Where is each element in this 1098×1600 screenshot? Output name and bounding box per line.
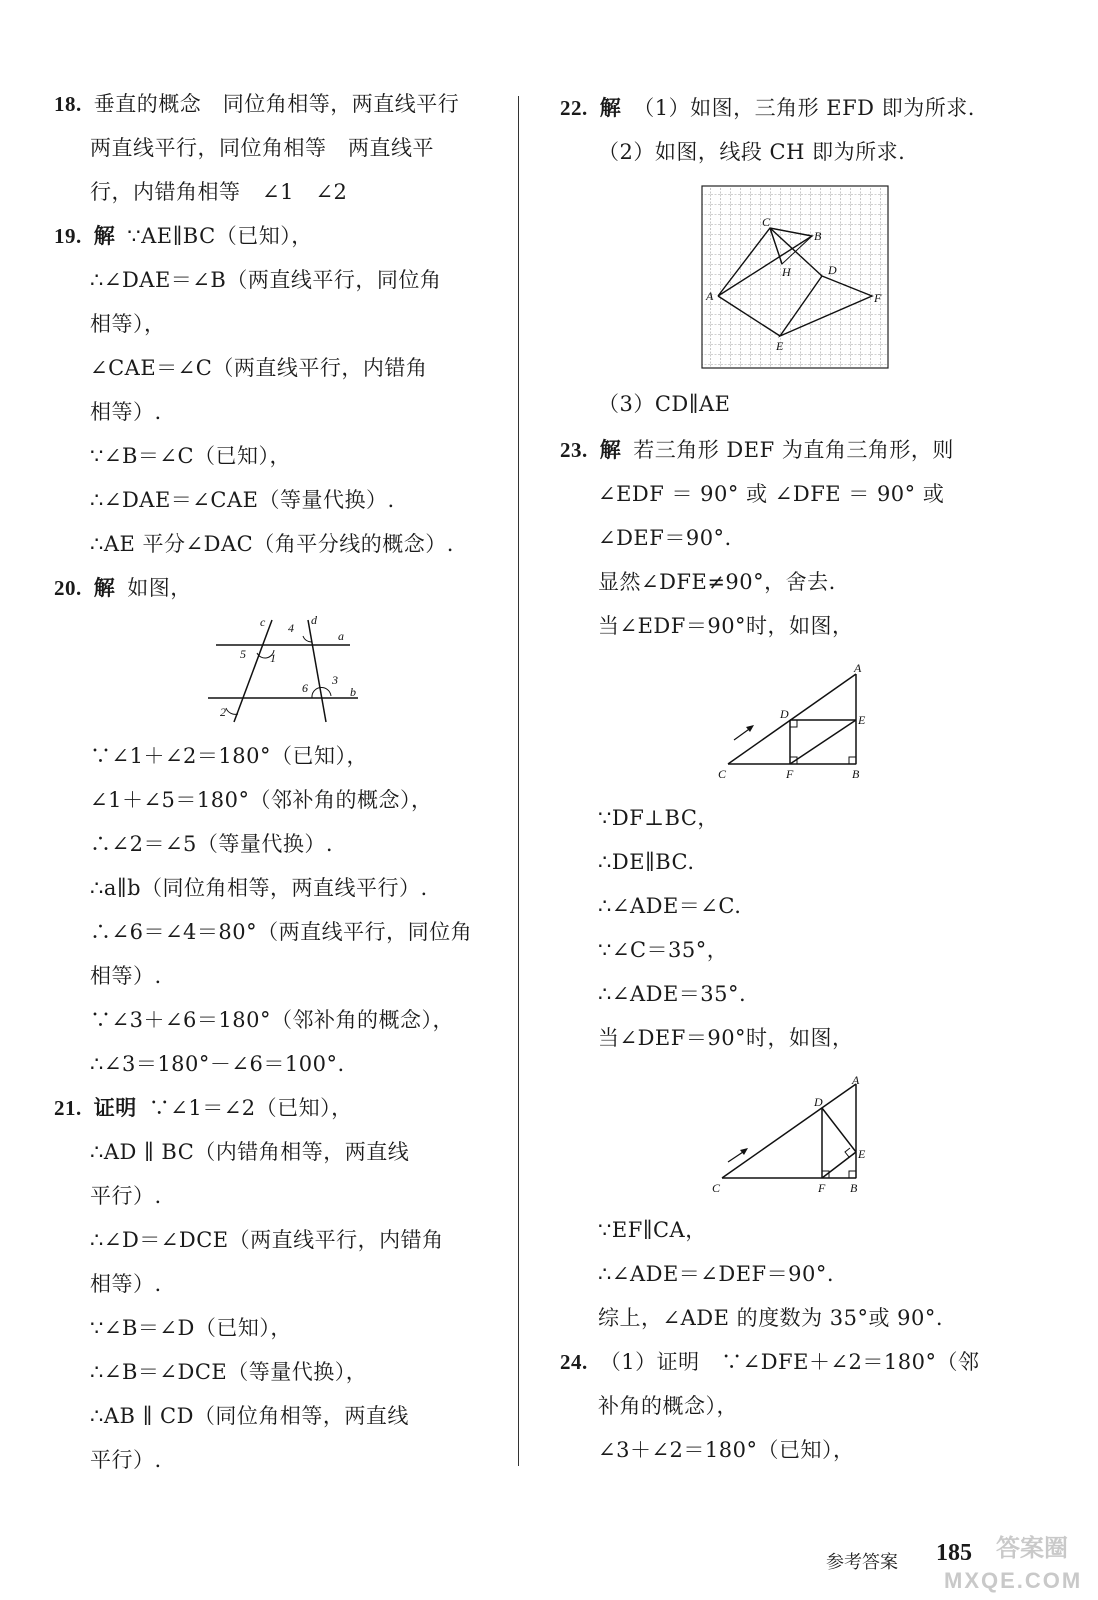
right-angle-mark xyxy=(845,1148,854,1157)
column-divider xyxy=(518,96,519,1466)
label-E: E xyxy=(858,1147,866,1161)
line-text: ∴AB ∥ CD（同位角相等，两直线 xyxy=(90,1404,409,1428)
line-text: ∵EF∥CA， xyxy=(598,1218,707,1242)
label-a: a xyxy=(338,629,344,643)
label-B: B xyxy=(814,229,822,243)
question-number: 20. xyxy=(54,576,82,600)
text-line xyxy=(90,178,347,206)
line-text: （1）证明 ∵∠DFE＋∠2＝180°（邻 xyxy=(599,1350,980,1374)
line-text: ∵∠1＝∠2（已知）， xyxy=(148,1096,353,1120)
right-angle-mark xyxy=(790,720,797,727)
line-text: 补角的概念）， xyxy=(598,1394,738,1418)
text-line xyxy=(90,1050,345,1078)
label-1: 1 xyxy=(270,651,276,665)
text-line xyxy=(598,848,695,876)
label-A: A xyxy=(706,289,714,303)
label-D: D xyxy=(814,1095,823,1109)
text-line xyxy=(598,936,728,964)
line-text: ∵DF⊥BC， xyxy=(598,806,719,830)
arrow-head xyxy=(740,1148,748,1155)
line-text: 如图， xyxy=(127,576,192,600)
label-b: b xyxy=(350,685,356,699)
footer-label: 参考答案 xyxy=(826,1552,898,1573)
segment-de xyxy=(822,1108,856,1152)
line-text: ∴∠D＝∠DCE（两直线平行，内错角 xyxy=(90,1228,444,1252)
line-text: 当∠DEF＝90°时，如图， xyxy=(598,1026,854,1050)
segment-fe xyxy=(790,720,856,764)
text-line xyxy=(598,1216,707,1244)
question-number: 24. xyxy=(560,1350,588,1374)
text-line xyxy=(90,134,434,162)
line-text: ∵∠B＝∠D（已知）， xyxy=(90,1316,292,1340)
text-line xyxy=(90,1270,162,1298)
line-text: 垂直的概念 同位角相等，两直线平行 xyxy=(93,92,460,116)
text-line xyxy=(598,1436,855,1464)
text-line xyxy=(90,918,472,946)
line-text: 当∠EDF＝90°时，如图， xyxy=(598,614,854,638)
label-F: F xyxy=(786,767,794,781)
text-line xyxy=(90,1006,454,1034)
label-B: B xyxy=(850,1181,858,1195)
text-line xyxy=(598,390,730,418)
line-text: 相等）， xyxy=(90,312,166,336)
text-line xyxy=(598,980,746,1008)
text-line xyxy=(54,1094,353,1122)
text-line xyxy=(90,1358,367,1386)
text-line xyxy=(90,1138,409,1166)
text-line xyxy=(90,1314,292,1342)
line-text: （1）如图，三角形 EFD 即为所求. xyxy=(633,96,975,120)
text-line xyxy=(598,892,741,920)
text-line xyxy=(598,568,836,596)
watermark-url: MXQE.COM xyxy=(944,1568,1083,1593)
text-line xyxy=(90,786,433,814)
text-line xyxy=(54,90,459,118)
label-4: 4 xyxy=(288,621,294,635)
line-text: ∵∠C＝35°， xyxy=(598,938,729,962)
figure-q23-case1 xyxy=(712,660,882,786)
line-text: ∴∠ADE＝35°. xyxy=(598,982,747,1006)
line-text: （2）如图，线段 CH 即为所求. xyxy=(598,140,906,164)
text-line xyxy=(560,94,975,122)
line-text: ∴DE∥BC. xyxy=(598,850,695,874)
line-text: ∵∠1＋∠2＝180°（已知）， xyxy=(90,744,368,768)
line-text: ∠3＋∠2＝180°（已知）， xyxy=(598,1438,855,1462)
text-line xyxy=(560,1348,979,1376)
text-line xyxy=(598,1260,834,1288)
line-text: ∴AD ∥ BC（内错角相等，两直线 xyxy=(90,1140,410,1164)
label-C: C xyxy=(762,215,771,229)
label-C: C xyxy=(718,767,727,781)
text-line xyxy=(54,574,192,602)
line-text: ∴∠DAE＝∠B（两直线平行，同位角 xyxy=(90,268,442,292)
watermark-logo: 答案圈 xyxy=(996,1535,1068,1562)
label-D: D xyxy=(828,263,837,277)
line-text: ∵AE∥BC（已知）， xyxy=(127,224,313,248)
segment-ca xyxy=(722,1084,856,1178)
label-c: c xyxy=(260,615,266,629)
label-B: B xyxy=(852,767,860,781)
question-number: 18. xyxy=(54,92,82,116)
keyword: 解 xyxy=(599,438,622,462)
line-text: 相等）. xyxy=(90,964,162,988)
line-text: ∴∠2＝∠5（等量代换）. xyxy=(90,832,334,856)
line-text: ∵∠B＝∠C（已知）， xyxy=(90,444,292,468)
keyword: 解 xyxy=(93,224,116,248)
text-line xyxy=(90,962,162,990)
line-text: ∵∠3＋∠6＝180°（邻补角的概念）， xyxy=(90,1008,454,1032)
line-text: ∠CAE＝∠C（两直线平行，内错角 xyxy=(90,356,428,380)
line-text: ∴AE 平分∠DAC（角平分线的概念）. xyxy=(90,532,454,556)
line-text: 相等）. xyxy=(90,400,162,424)
angle-arc xyxy=(226,708,238,714)
line-text: 综上，∠ADE 的度数为 35°或 90°. xyxy=(598,1306,944,1330)
line-text: ∠1＋∠5＝180°（邻补角的概念）， xyxy=(90,788,433,812)
text-line xyxy=(90,310,166,338)
line-text: 平行）. xyxy=(90,1448,162,1472)
label-3: 3 xyxy=(332,673,338,687)
label-5: 5 xyxy=(240,647,246,661)
text-line xyxy=(90,354,427,382)
text-line xyxy=(598,612,854,640)
line-text: ∴∠6＝∠4＝80°（两直线平行，同位角 xyxy=(90,920,473,944)
label-E: E xyxy=(776,339,784,353)
segment-ca xyxy=(728,674,856,764)
text-line xyxy=(598,480,944,508)
right-angle-mark xyxy=(849,1171,856,1178)
text-line xyxy=(90,874,428,902)
label-C: C xyxy=(712,1181,721,1195)
text-line xyxy=(598,1304,943,1332)
line-text: 平行）. xyxy=(90,1184,162,1208)
text-line xyxy=(90,442,291,470)
line-text: ∠DEF＝90°. xyxy=(598,526,732,550)
text-line xyxy=(90,830,333,858)
label-2: 2 xyxy=(220,705,226,719)
label-F: F xyxy=(818,1181,826,1195)
text-line xyxy=(90,486,395,514)
text-line xyxy=(90,530,454,558)
line-text: ∴∠3＝180°－∠6＝100°. xyxy=(90,1052,345,1076)
line-text: 行，内错角相等 ∠1 ∠2 xyxy=(90,180,348,204)
text-line xyxy=(90,1446,162,1474)
line-text: ∴∠DAE＝∠CAE（等量代换）. xyxy=(90,488,395,512)
label-E: E xyxy=(858,713,866,727)
right-angle-mark xyxy=(849,757,856,764)
label-F: F xyxy=(874,291,882,305)
figure-q20 xyxy=(200,612,370,724)
text-line xyxy=(598,1392,738,1420)
line-text: ∴∠ADE＝∠C. xyxy=(598,894,742,918)
line-text: 显然∠DFE≠90°，舍去. xyxy=(598,570,836,594)
text-line xyxy=(598,1024,854,1052)
line-text: ∴a∥b（同位角相等，两直线平行）. xyxy=(90,876,428,900)
text-line xyxy=(598,804,719,832)
figure-q23-case2 xyxy=(708,1072,884,1198)
text-line xyxy=(598,138,905,166)
text-line xyxy=(598,524,732,552)
figure-q22-grid xyxy=(700,184,892,370)
text-line xyxy=(90,266,441,294)
line-text: ∴∠ADE＝∠DEF＝90°. xyxy=(598,1262,835,1286)
line-d xyxy=(308,620,326,722)
text-line xyxy=(54,222,313,250)
keyword: 解 xyxy=(93,576,116,600)
grid xyxy=(702,186,888,368)
line-text: 相等）. xyxy=(90,1272,162,1296)
text-line xyxy=(560,436,954,464)
label-A: A xyxy=(854,661,862,675)
line-c xyxy=(234,620,272,722)
question-number: 22. xyxy=(560,96,588,120)
label-d: d xyxy=(311,613,317,627)
page-number: 185 xyxy=(936,1540,972,1566)
line-text: ∠EDF ＝ 90° 或 ∠DFE ＝ 90° 或 xyxy=(598,482,945,506)
text-line xyxy=(90,1182,162,1210)
keyword: 解 xyxy=(599,96,622,120)
keyword: 证明 xyxy=(93,1096,137,1120)
line-text: 两直线平行，同位角相等 两直线平 xyxy=(90,136,434,160)
text-line xyxy=(90,398,162,426)
label-H: H xyxy=(782,265,791,279)
line-text: ∴∠B＝∠DCE（等量代换）， xyxy=(90,1360,368,1384)
text-line xyxy=(90,1402,409,1430)
label-6: 6 xyxy=(302,681,308,695)
text-line xyxy=(90,1226,444,1254)
line-text: 若三角形 DEF 为直角三角形，则 xyxy=(633,438,954,462)
text-line xyxy=(90,742,368,770)
line-text: （3）CD∥AE xyxy=(598,392,731,416)
question-number: 19. xyxy=(54,224,82,248)
label-A: A xyxy=(852,1073,860,1087)
label-D: D xyxy=(780,707,789,721)
question-number: 21. xyxy=(54,1096,82,1120)
question-number: 23. xyxy=(560,438,588,462)
